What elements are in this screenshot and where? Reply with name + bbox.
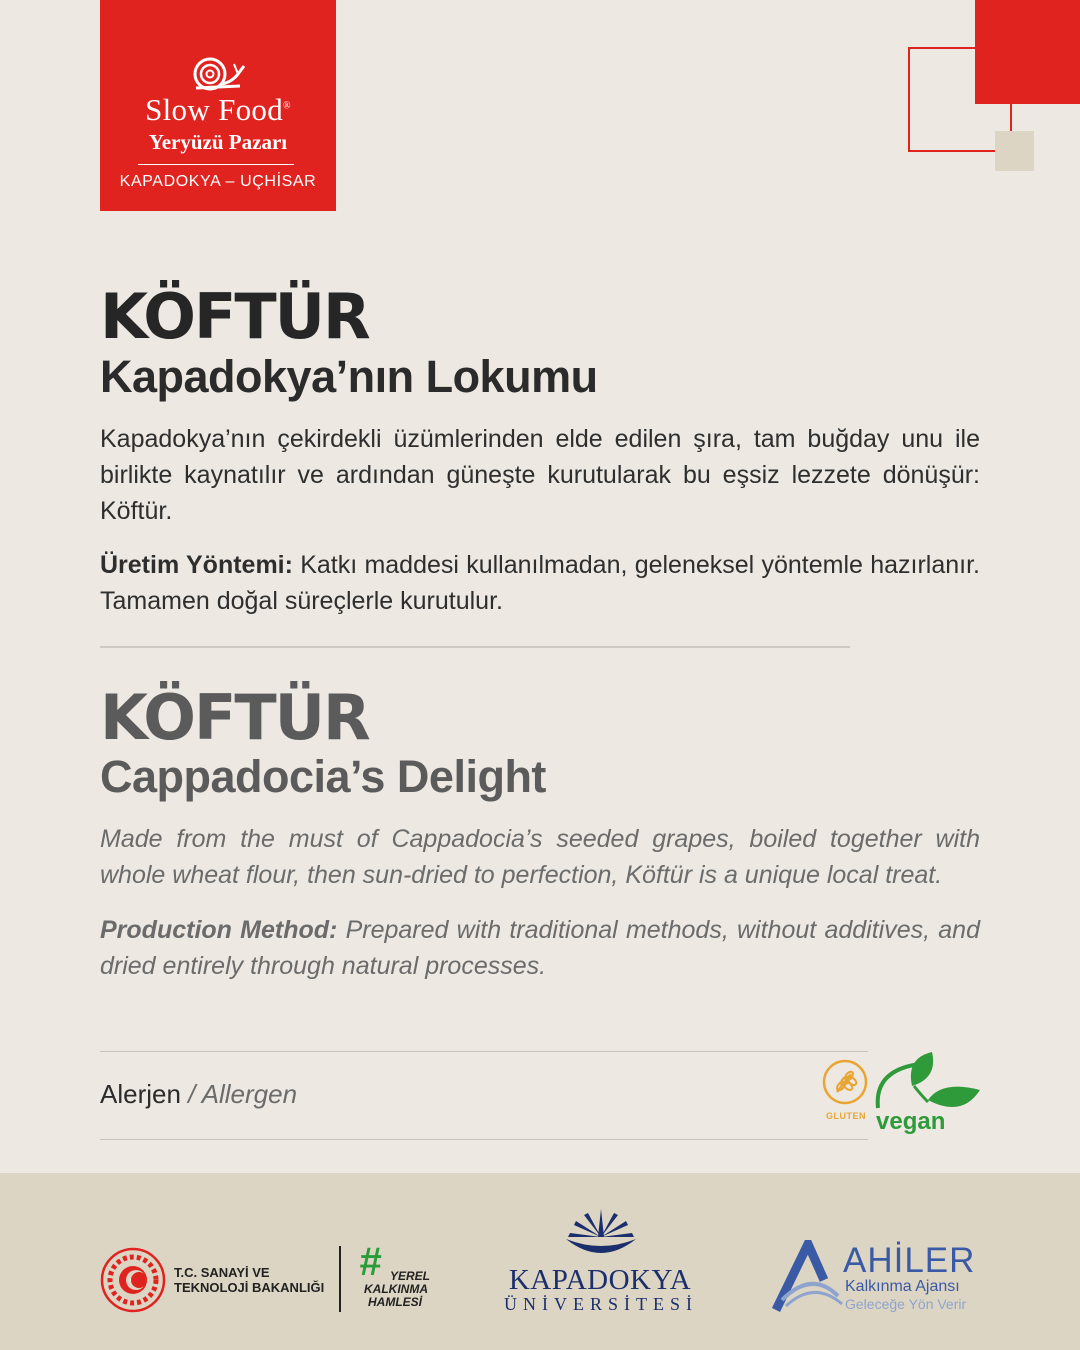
logo-divider xyxy=(138,164,294,165)
logo-title: Slow Food® xyxy=(145,92,291,127)
slow-food-logo xyxy=(100,0,336,211)
university-name: KAPADOKYA xyxy=(508,1264,692,1296)
footer-separator xyxy=(339,1246,341,1312)
method-text-turkish: Katkı maddesi kullanılmadan, geleneksel yöntemle hazırlanır. Tamamen doğal süreçlerle kurutulur. xyxy=(100,551,980,615)
university-subtitle: ÜNİVERSİTESİ xyxy=(504,1294,698,1314)
logo-location: KAPADOKYA – UÇHİSAR xyxy=(119,173,317,190)
allergen-label xyxy=(100,1079,297,1110)
snail-icon xyxy=(188,52,248,96)
logo-subtitle: Yeryüzü Pazarı xyxy=(148,130,288,154)
agency-tagline: Geleceğe Yön Verir xyxy=(845,1296,967,1312)
method-turkish xyxy=(100,547,980,619)
ahiler-emblem-icon xyxy=(772,1240,844,1314)
title-english: KÖFTÜR xyxy=(100,681,369,754)
agency-subtitle: Kalkınma Ajansı xyxy=(845,1278,960,1295)
method-english xyxy=(100,912,980,984)
method-label-english: Production Method: xyxy=(100,916,338,944)
vegan-label: vegan xyxy=(876,1108,946,1135)
allergen-bottom-divider xyxy=(100,1139,868,1140)
method-label-turkish: Üretim Yöntemi: xyxy=(100,551,293,579)
subtitle-english: Cappadocia’s Delight xyxy=(100,751,546,802)
method-text-english: Prepared with traditional methods, without additives, and dried entirely through natural processes. xyxy=(100,916,980,980)
allergen-top-divider xyxy=(100,1051,868,1052)
ministry-name: T.C. SANAYİ VE TEKNOLOJİ BAKANLIĞI xyxy=(174,1265,325,1295)
ministry-emblem-icon xyxy=(100,1247,166,1313)
description-english: Made from the must of Cappadocia’s seeded grapes, boiled together with whole wheat flour, then sun-dried to perfection, Köftür is a unique local treat. xyxy=(100,825,980,889)
gluten-label: GLUTEN xyxy=(826,1111,866,1121)
gluten-icon xyxy=(821,1058,869,1106)
description-turkish: Kapadokya’nın çekirdekli üzümlerinden elde edilen şıra, tam buğday unu ile birlikte kaynatılır ve ardından güneşte kurutularak bu eşsiz lezzete dönüşür: Köftür. xyxy=(100,425,980,525)
title-turkish: KÖFTÜR xyxy=(100,280,369,353)
hashtag-icon: # xyxy=(359,1240,382,1284)
allergen-label-tr: Alerjen xyxy=(100,1079,181,1109)
university-emblem-icon xyxy=(564,1207,638,1267)
allergen-label-en: / Allergen xyxy=(180,1079,298,1109)
decorative-beige-square xyxy=(995,131,1034,171)
yerel-kalkinma-hamlesi-logo: YEREL KALKINMA HAMLESİ xyxy=(364,1269,431,1309)
agency-name: AHİLER xyxy=(843,1241,976,1280)
subtitle-turkish: Kapadokya’nın Lokumu xyxy=(100,351,598,402)
section-divider xyxy=(100,646,850,648)
